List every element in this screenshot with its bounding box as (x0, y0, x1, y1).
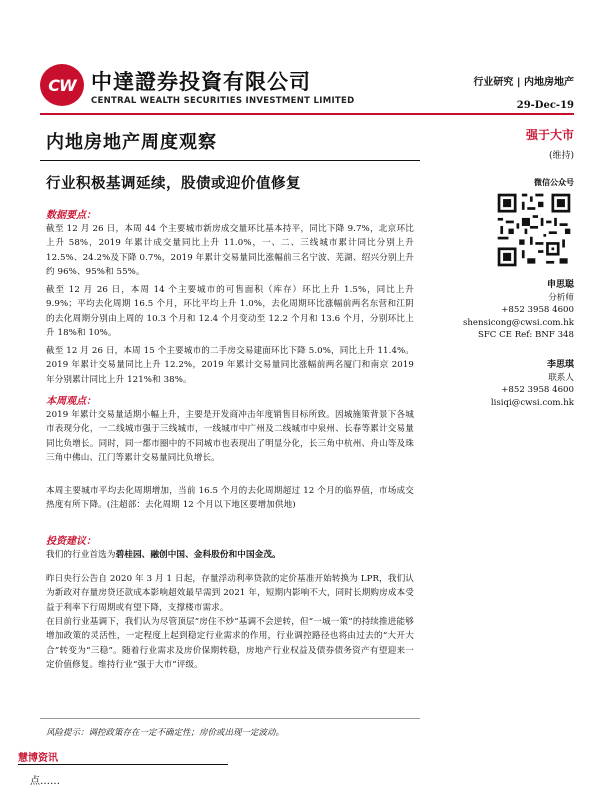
rating-sub: (维持) (548, 151, 574, 161)
title-divider (40, 160, 420, 161)
invest-para-2: 在目前行业基调下，我们认为尽管顶层“房住不炒”基调不会逆转，但“一城一策”的持续推进能够增加政策的灵活性，一定程度上起到稳定行业需求的作用，行业调控路径也将由过去的“大开大合”转变为“三稳”。随着行业需求及房价保期转稳，房地产行业权益及债券债务资产有望迎来一定价值修复。维持行业“强于大市”评级。 (46, 617, 414, 671)
data-para-2: 截至 12 月 26 日，本周 14 个主要城市的可售面积（库存）环比上升 1.5%，同比上升 9.9%；平均去化周期 16.5 个月，环比平均上升 1.0%，去化周期环比涨幅前两名东营和江阴的去化周期分别由上周的 10.3 个月和 12.4 个月变动至 12.2 个月和 13.6 个月，分别环比上升 18%和 10%。 (46, 285, 414, 339)
data-para-1: 截至 12 月 26 日，本周 44 个主要城市新房成交量环比基本持平，同比下降 9.7%，北京环比上升 58%，2019 年累计成交量同比上升 11.0%，一、二、三线城市累计同比分别上升 12.5%、24.2%及下降 0.7%，2019 年累计交易量同比涨幅前三名宁波、芜湖、绍兴分别上升约 96%、95%和 55%。 (46, 224, 414, 278)
data-heading: 数据要点： (46, 210, 96, 221)
analyst-email[interactable]: shensicong@cwsi.com.hk (462, 317, 574, 328)
risk-divider (40, 718, 420, 719)
invest-picks-line (46, 548, 414, 562)
invest-para-1: 昨日央行公告自 2020 年 3 月 1 日起，存量浮动利率贷款的定价基准开始转换为 LPR，我们认为新政对存量房贷还款成本影响超效最早需到 2021 年，短期内影响不大，同时长期购房成本受益于利率下行周期或有望下降，支撑楼市需求。 (46, 574, 414, 613)
footer-text: 点…… (30, 776, 60, 787)
analyst-phone: +852 3958 4600 (501, 385, 574, 395)
analyst-role: 联系人 (548, 372, 574, 383)
analyst-email[interactable]: lisiqi@cwsi.com.hk (490, 397, 574, 408)
analyst-name: 李思琪 (546, 360, 574, 370)
footer-divider (18, 764, 228, 765)
analyst-role: 分析师 (548, 292, 574, 303)
analyst-phone: +852 3958 4600 (501, 305, 574, 315)
view-para-1: 2019 年累计交易量适期小幅上升，主要是开发商冲击年度销售目标所致。因城施策背景下各城市表现分化，一二线城市强于三线城市，一线城市中广州及二线城市中泉州、长春等累计交易量同比负增长。同时，同一都市圈中的不同城市也表现出了明显分化，长三角中杭州、舟山等及珠三角中佛山、江门等累计交易量同比负增长。 (46, 410, 414, 464)
report-subtitle: 行业积极基调延续，股债或迎价值修复 (46, 176, 301, 192)
risk-note: 风险提示：调控政策存在一定不确定性；房价或出现一定波动。 (46, 728, 285, 738)
invest-heading: 投资建议： (46, 536, 96, 547)
report-title: 内地房地产周度观察 (46, 132, 217, 153)
footer-brand: 慧博资讯 (18, 753, 58, 764)
wechat-label: 微信公众号 (534, 178, 574, 187)
view-para-2: 本周主要城市平均去化周期增加，当前 16.5 个月的去化周期超过 12 个月的临界值，市场成交热度有所下降。(注超部：去化周期 12 个月以下地区要增加供地) (46, 486, 414, 511)
analyst-1 (424, 279, 574, 342)
invest-intro: 我们的行业首选为 (46, 550, 116, 560)
company-name-en: CENTRAL WEALTH SECURITIES INVESTMENT LIMITED (91, 96, 355, 106)
company-name-cn: 中達證券投資有限公司 (91, 70, 311, 94)
qr-code-icon (495, 191, 573, 269)
logo-text: CW (48, 76, 76, 95)
analyst-2 (424, 359, 574, 409)
header-divider (40, 113, 574, 115)
data-para-3: 截至 12 月 26 日，本周 15 个主要城市的二手房交易建面环比下降 5.0%，同比上升 11.4%。2019 年累计交易量同比上升 12.2%，2019 年累计交易量同比涨幅前两名厦门和南京 2019 年分别累计同比上升 121%和 38%。 (46, 346, 414, 385)
analyst-license: SFC CE Ref: BNF 348 (477, 330, 574, 340)
rating: 强于大市 (525, 128, 574, 142)
report-category: 行业研究 | 内地房地产 (473, 77, 574, 88)
view-heading: 本周观点： (46, 396, 96, 407)
report-date: 29-Dec-19 (516, 100, 574, 111)
invest-picks: 碧桂园、融创中国、金科股份和中国金茂。 (115, 550, 281, 560)
analyst-name: 申思聪 (546, 280, 574, 290)
